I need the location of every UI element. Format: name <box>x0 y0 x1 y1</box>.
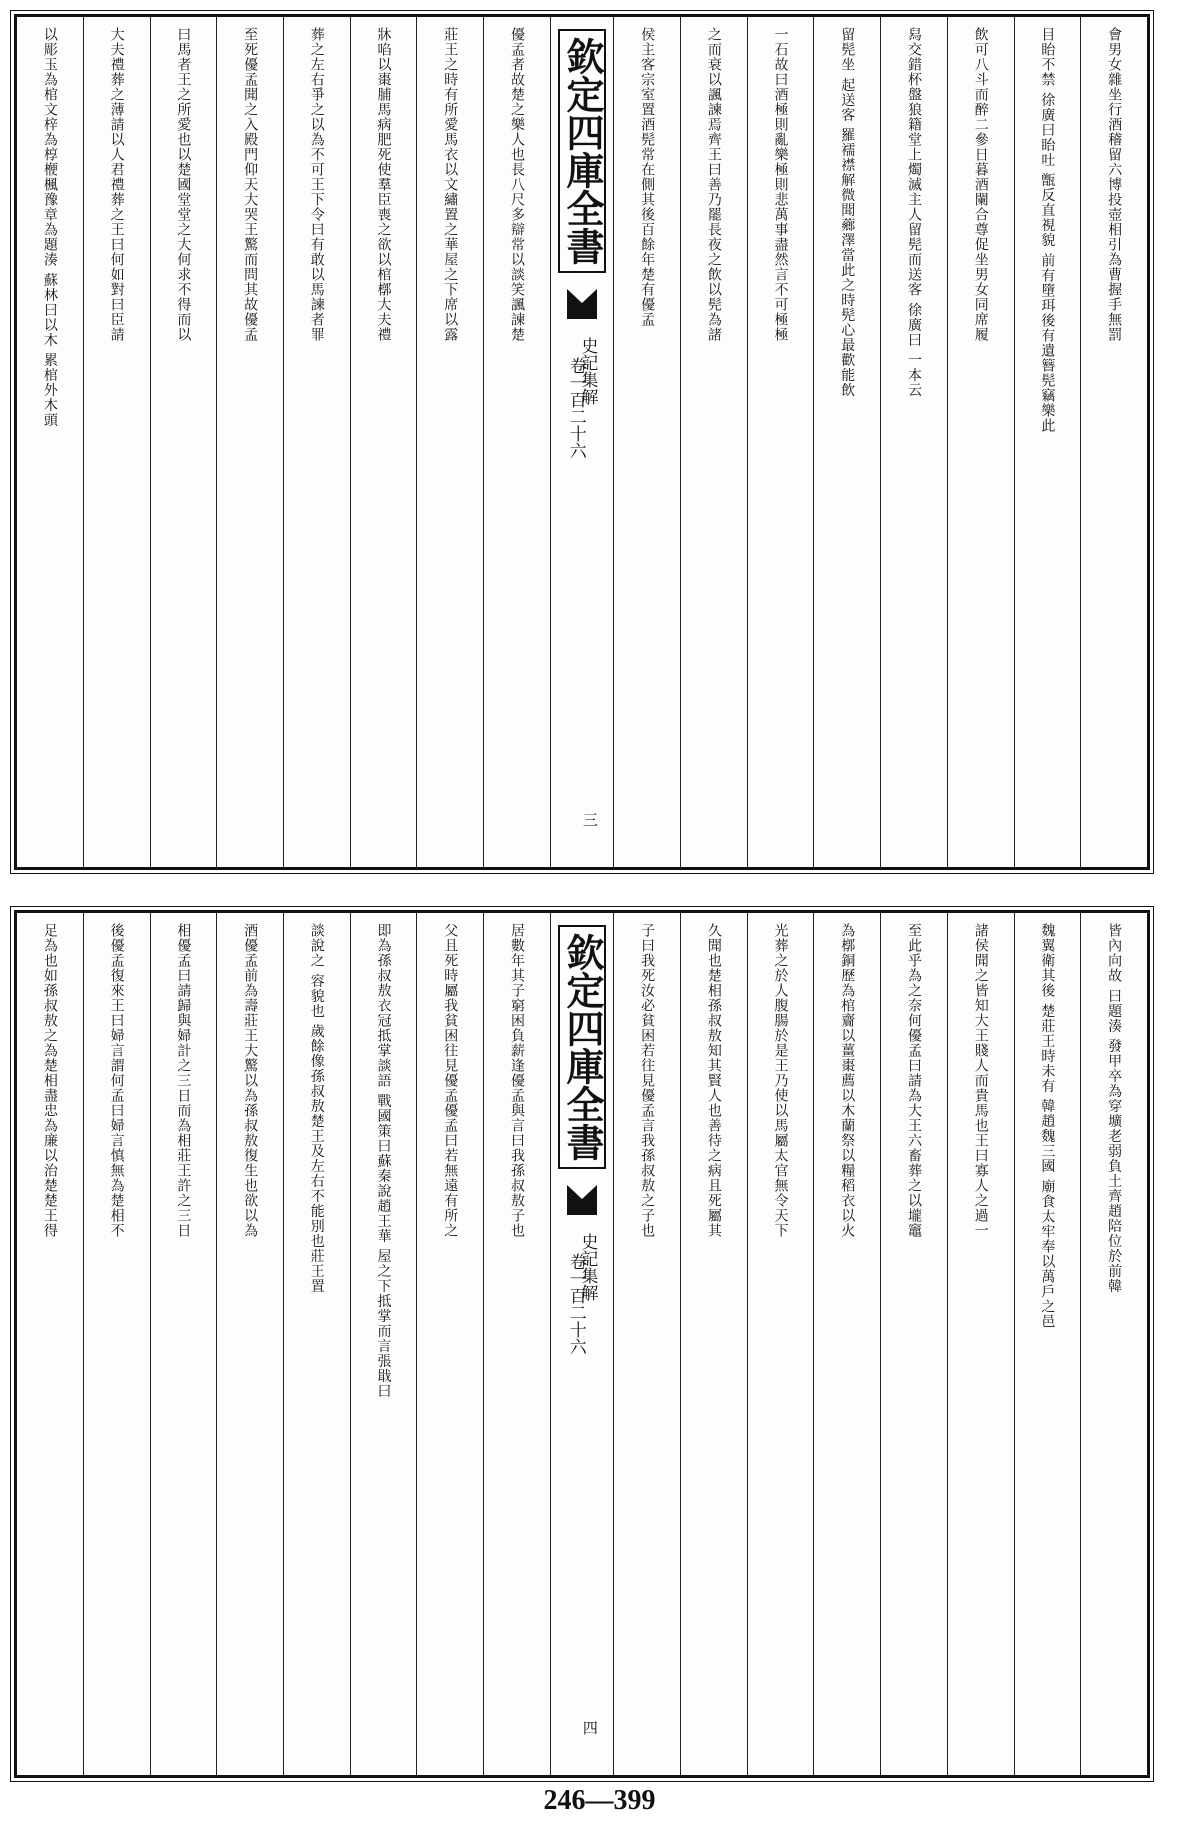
fishtail-ornament-icon <box>565 287 599 321</box>
text-column <box>283 913 350 1775</box>
text-column <box>17 913 83 1775</box>
banner-volume: 卷一百二十六 <box>565 357 586 459</box>
column-text: 至死優孟聞之入殿門仰天大哭王驚而問其故優孟 <box>242 27 259 342</box>
column-text: 飲可八斗而醉二參日暮酒闌合尊促坐男女同席履 <box>972 27 989 342</box>
text-column <box>83 17 150 867</box>
banner-source: 史記集解 <box>577 1233 598 1301</box>
column-text: 諸侯聞之皆知大王賤人而貴馬也王曰寡人之過一 <box>972 923 989 1238</box>
column-text: 談說之 容貌也 歲餘像孫叔敖楚王及左右不能別也莊王置 <box>308 923 325 1294</box>
column-text: 皆內向故 曰題湊 發甲卒為穿壙老弱負土齊趙陪位於前韓 <box>1106 923 1123 1294</box>
lower-columns <box>17 913 1147 1775</box>
text-column <box>483 913 550 1775</box>
column-text: 父且死時屬我貧困往見優孟優孟曰若無遠有所之 <box>442 923 459 1238</box>
column-text: 莊王之時有所愛馬衣以文繡置之華屋之下席以露 <box>442 27 459 342</box>
text-column <box>680 17 747 867</box>
banner-volume: 卷一百二十六 <box>565 1253 586 1355</box>
column-text: 酒優孟前為壽莊王大驚以為孫叔敖復生也欲以為 <box>242 923 259 1238</box>
text-column <box>813 17 880 867</box>
text-column <box>283 17 350 867</box>
column-text: 足為也如孫叔敖之為楚相盡忠為廉以治楚楚王得 <box>41 923 58 1238</box>
banner-leaf-number: 三 <box>580 812 599 827</box>
column-text: 一石故曰酒極則亂樂極則悲萬事盡然言不可極極 <box>772 27 789 342</box>
fishtail-ornament-icon <box>565 1183 599 1217</box>
column-text: 優孟者故楚之樂人也長八尺多辯常以談笑諷諫楚 <box>508 27 525 342</box>
text-column <box>216 17 283 867</box>
text-column <box>483 17 550 867</box>
column-text: 為槨銅歷為棺齎以薑棗薦以木蘭祭以糧稻衣以火 <box>839 923 856 1238</box>
column-text: 牀啗以棗脯馬病肥死使羣臣喪之欲以棺槨大夫禮 <box>375 27 392 342</box>
text-column <box>947 913 1014 1775</box>
text-column <box>613 913 680 1775</box>
text-column <box>747 913 814 1775</box>
center-banner <box>550 17 613 867</box>
text-column <box>216 913 283 1775</box>
page-number-footer: 246—399 <box>543 1785 656 1816</box>
text-column <box>880 17 947 867</box>
column-text: 至此乎為之奈何優孟曰請為大王六畜葬之以壠竈 <box>905 923 922 1238</box>
column-text: 魏翼衛其後 楚莊王時未有 韓趙魏三國 廟食太牢奉以萬戶之邑 <box>1039 923 1056 1330</box>
column-text: 葬之左右爭之以為不可王下令曰有敢以馬諫者罪 <box>308 27 325 342</box>
text-column <box>150 913 217 1775</box>
column-text: 後優孟復來王曰婦言謂何孟曰婦言慎無為楚相不 <box>108 923 125 1238</box>
text-column <box>350 913 417 1775</box>
text-column <box>613 17 680 867</box>
text-column <box>880 913 947 1775</box>
upper-page <box>14 14 1150 870</box>
center-banner <box>550 913 613 1775</box>
column-text: 子曰我死汝必貧困若往見優孟言我孫叔敖之子也 <box>639 923 656 1238</box>
text-column <box>350 17 417 867</box>
column-text: 目眙不禁 徐廣曰眙吐 甑反直視貌 前有墮珥後有遺簪髡竊樂此 <box>1039 27 1056 434</box>
text-column <box>416 913 483 1775</box>
text-column <box>416 17 483 867</box>
banner-title: 欽定四庫全書 <box>558 925 606 1169</box>
banner-title: 欽定四庫全書 <box>558 29 606 273</box>
column-text: 久聞也楚相孫叔敖知其賢人也善待之病且死屬其 <box>705 923 722 1238</box>
column-text: 舄交錯杯盤狼籍堂上燭滅主人留髡而送客 徐廣曰 一本云 <box>905 27 922 398</box>
column-text: 大夫禮葬之薄請以人君禮葬之王曰何如對曰臣請 <box>108 27 125 342</box>
column-text: 之而衰以諷諫焉齊王曰善乃罷長夜之飲以髡為諸 <box>705 27 722 342</box>
banner-leaf-number: 四 <box>580 1720 599 1735</box>
upper-columns <box>17 17 1147 867</box>
text-column <box>150 17 217 867</box>
column-text: 留髡坐 起送客 羅襦襟解微聞薌澤當此之時髡心最歡能飲 <box>839 27 856 398</box>
text-column <box>1014 913 1081 1775</box>
text-column <box>1014 17 1081 867</box>
lower-page <box>14 910 1150 1778</box>
column-text: 即為孫叔敖衣冠抵掌談語 戰國策曰蘇秦說趙王華 屋之下抵掌而言張戢曰 <box>375 923 392 1399</box>
text-column <box>747 17 814 867</box>
text-column <box>680 913 747 1775</box>
text-column <box>947 17 1014 867</box>
text-column <box>813 913 880 1775</box>
text-column <box>83 913 150 1775</box>
text-column <box>17 17 83 867</box>
column-text: 曰馬者王之所愛也以楚國堂堂之大何求不得而以 <box>175 27 192 342</box>
column-text: 光葬之於人腹腸於是王乃使以馬屬太官無令天下 <box>772 923 789 1238</box>
column-text: 會男女雜坐行酒稽留六博投壺相引為曹握手無罰 <box>1106 27 1123 342</box>
text-column <box>1080 17 1147 867</box>
column-text: 侯主客宗室置酒髡常在側其後百餘年楚有優孟 <box>639 27 656 327</box>
banner-source: 史記集解 <box>577 337 598 405</box>
column-text: 居數年其子窮困負薪逢優孟與言曰我孫叔敖子也 <box>508 923 525 1238</box>
column-text: 相優孟曰請歸與婦計之三日而為相莊王許之三日 <box>175 923 192 1238</box>
text-column <box>1080 913 1147 1775</box>
column-text: 以彫玉為棺文梓為椁楩楓豫章為題湊 蘇林曰以木 累棺外木頭 <box>41 27 58 428</box>
